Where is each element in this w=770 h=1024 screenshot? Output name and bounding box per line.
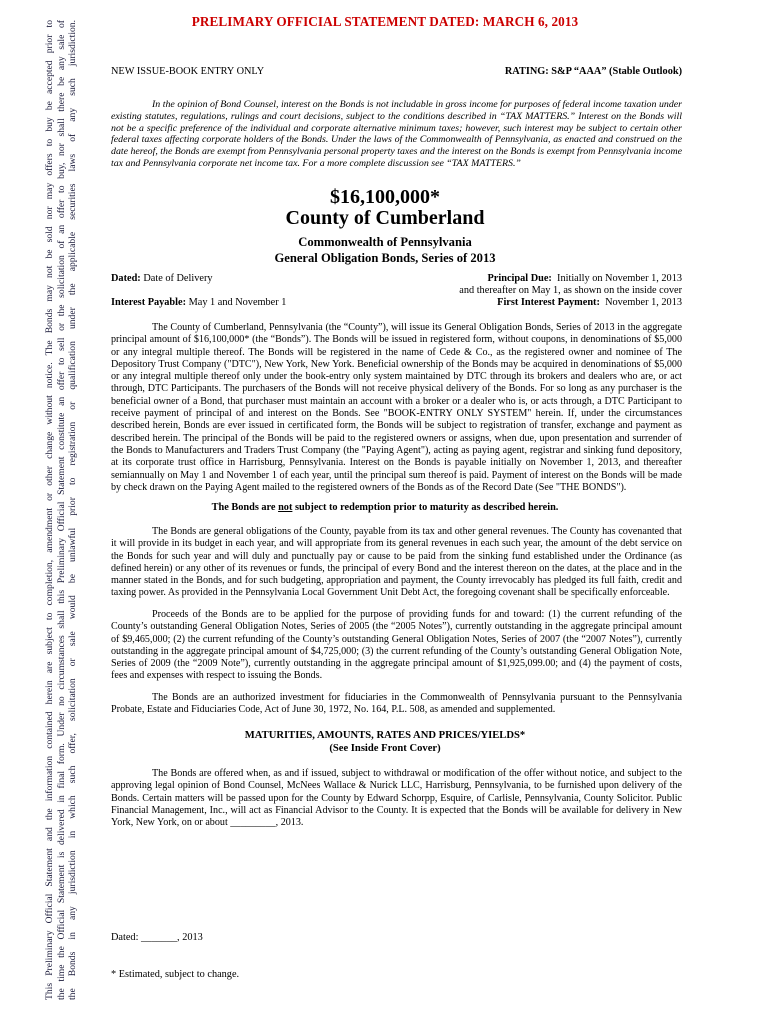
legal-investment-paragraph: The Bonds are an authorized investment for fiduciaries in the Commonwealth of Pennsylvania pursuant to the Pennsylvania Probate, Estate and Fiduciaries Code, Act of June 30, 1972, No. 164, P.L. 508, as amended and supplemented. [111, 692, 682, 716]
principal-continuation: and thereafter on May 1, as shown on the inside cover [459, 285, 682, 297]
interest-label: Interest Payable: [111, 297, 187, 308]
bond-description-paragraph: The County of Cumberland, Pennsylvania (the “County”), will issue its General Obligation Bonds, Series of 2013 in the aggregate principal amount of $16,100,000* (the “Bonds”). The Bonds will be issued in registered form, without coupons, in denominations of $5,000 or any integral multiple thereof. The Bonds will be registered in the name of Cede & Co., as the registered owner and nominee of The Depository Trust Company ("DTC"), New York, New York. Beneficial ownership of the Bonds may be acquired in denominations of $5,000 or any integral multiple thereof only under the book-entry only system maintained by DTC through its brokers and dealers who are, or act through, DTC Participants. The purchasers of the Bonds will not receive physical delivery of the Bonds. For so long as any purchaser is the beneficial owner of a Bond, that purchaser must maintain an account with a broker or a dealer who is, or acts through, a DTC Participant to receive payment of principal of and interest on the Bonds. See "BOOK-ENTRY ONLY SYSTEM" herein. If, under the circumstances described herein, Bonds are ever issued in certificated form, the Bonds will be subject to registration of transfer, exchange and payment as described herein. The principal of the Bonds will be paid to the registered owners or assigns, when due, upon presentation and surrender of the Bonds to Manufacturers and Traders Trust Company (the "Paying Agent"), acting as paying agent, registrar and sinking fund depository, at its corporate trust office in Harrisburg, Pennsylvania. Interest on the Bonds is payable initially on November 1, 2013, and thereafter semiannually on May 1 and November 1 of each year, until the principal sum thereof is paid. Payment of interest on the Bonds will be made by check drawn on the Paying Agent mailed to the registered owners of the Bonds as of the Record Date (See "THE BONDS"). [111, 322, 682, 493]
redemption-statement [0, 502, 770, 513]
estimated-footnote: * Estimated, subject to change. [111, 969, 240, 980]
redemption-after: subject to redemption prior to maturity as described herein. [292, 502, 559, 513]
rating: RATING: S&P “AAA” (Stable Outlook) [504, 66, 682, 77]
purpose-paragraph: Proceeds of the Bonds are to be applied for the purpose of providing funds for and toward: (1) the current refunding of the County’s outstanding General Obligation Notes, Series of 2005 (the “2005 Notes”), currently outstanding in the aggregate principal amount of $9,465,000; (2) the current refunding of the County’s outstanding General Obligation Notes, Series of 2007 (the “2007 Notes”), currently outstanding in the aggregate principal amount of $4,725,000; (3) the current refunding of the County’s outstanding General Obligation Note, Series of 2009 (the “2009 Note”), currently outstanding in the aggregate principal amount of $1,925,099.00; and (4) the payment of costs, fees and expenses with respect to issuing the Bonds. [111, 609, 682, 682]
dated-term [111, 273, 213, 284]
maturities-heading [0, 729, 770, 755]
dated-value: Date of Delivery [143, 273, 213, 284]
first-interest-value: November 1, 2013 [605, 297, 682, 309]
bond-series: General Obligation Bonds, Series of 2013 [274, 251, 496, 265]
issuer-name: County of Cumberland [285, 207, 485, 229]
interest-term [111, 297, 286, 308]
principal-terms [322, 273, 682, 310]
disclaimer-line-3: the Bonds in any jurisdiction in which such offer, solicitation or sale would be unlawful prior to registration or qualification under the applicable securities laws of any such jurisdiction. [67, 20, 79, 1000]
first-interest-label: First Interest Payment: [497, 297, 600, 309]
offering-amount: $16,100,000* [330, 186, 440, 208]
issue-type: NEW ISSUE-BOOK ENTRY ONLY [111, 66, 265, 77]
security-paragraph: The Bonds are general obligations of the County, payable from its tax and other general revenues. The County has covenanted that it will provide in its budget in each year, and will appropriate from its general revenues in each such year, the amount of the debt service on the Bonds for such year and will duly and punctually pay or cause to be paid from the sinking fund established under the Ordinance (as defined herein) or any other of its revenues or funds, the principal of every Bond and the interest thereon on the dates, at the place and in the manner stated in the Bonds, and for such budgeting, appropriation and payment, the County irrevocably has pledged its full faith, credit and taxing power. As provided in the Pennsylvania Local Government Unit Debt Act, the foregoing covenant shall be specifically enforceable. [111, 526, 682, 599]
interest-value: May 1 and November 1 [188, 297, 287, 308]
redemption-not: not [278, 502, 293, 513]
maturities-title: MATURITIES, AMOUNTS, RATES AND PRICES/YIELDS* [244, 730, 526, 741]
issuer-state: Commonwealth of Pennsylvania [298, 235, 472, 249]
principal-value: Initially on November 1, 2013 [557, 273, 682, 284]
principal-label: Principal Due: [487, 273, 552, 284]
redemption-before: The Bonds are [211, 502, 279, 513]
tax-opinion: In the opinion of Bond Counsel, interest on the Bonds is not includable in gross income for purposes of federal income taxation under existing statutes, regulations, rulings and court decisions, subject to the conditions described in “TAX MATTERS.” Interest on the Bonds will not be a specific preference of the individual and corporate alternative minimum taxes; however, such interest may be subject to certain other federal taxes affecting corporate holders of the Bonds. Under the laws of the Commonwealth of Pennsylvania, as enacted and construed on the date hereof, the Bonds are exempt from Pennsylvania personal property taxes and the interest on the Bonds is exempt from Pennsylvania income tax and Pennsylvania corporate net income tax. For a more complete discussion see “TAX MATTERS.” [111, 99, 682, 169]
maturities-subtitle: (See Inside Front Cover) [329, 743, 441, 754]
document-title: PRELIMARY OFFICIAL STATEMENT DATED: MARCH 6, 2013 [191, 14, 579, 29]
disclaimer-line-2: the time the Official Statement is delivered in final form. Under no circumstances shall this Preliminary Official Statement constitute an offer to sell or the solicitation of an offer to buy, nor shall there be any sale of [55, 20, 67, 1000]
offering-terms-paragraph: The Bonds are offered when, as and if issued, subject to withdrawal or modification of the offer without notice, and subject to the approving legal opinion of Bond Counsel, McNees Wallace & Nurick LLC, Harrisburg, Pennsylvania, to be furnished upon delivery of the Bonds. Certain matters will be passed upon for the County by Edward Schorpp, Esquire, of Carlisle, Pennsylvania, County Solicitor. Public Financial Management, Inc., will act as Financial Advisor to the County. It is expected that the Bonds will be available for delivery in New York, New York, on or about _________, 2013. [111, 768, 682, 829]
dated-label: Dated: [111, 273, 141, 284]
disclaimer-line-1: This Preliminary Official Statement and the information contained herein are subject to completion, amendment or other change without notice. The Bonds may not be sold nor may offers to buy be accepted prior to [44, 20, 55, 1000]
statement-date: Dated: _______, 2013 [111, 932, 203, 943]
